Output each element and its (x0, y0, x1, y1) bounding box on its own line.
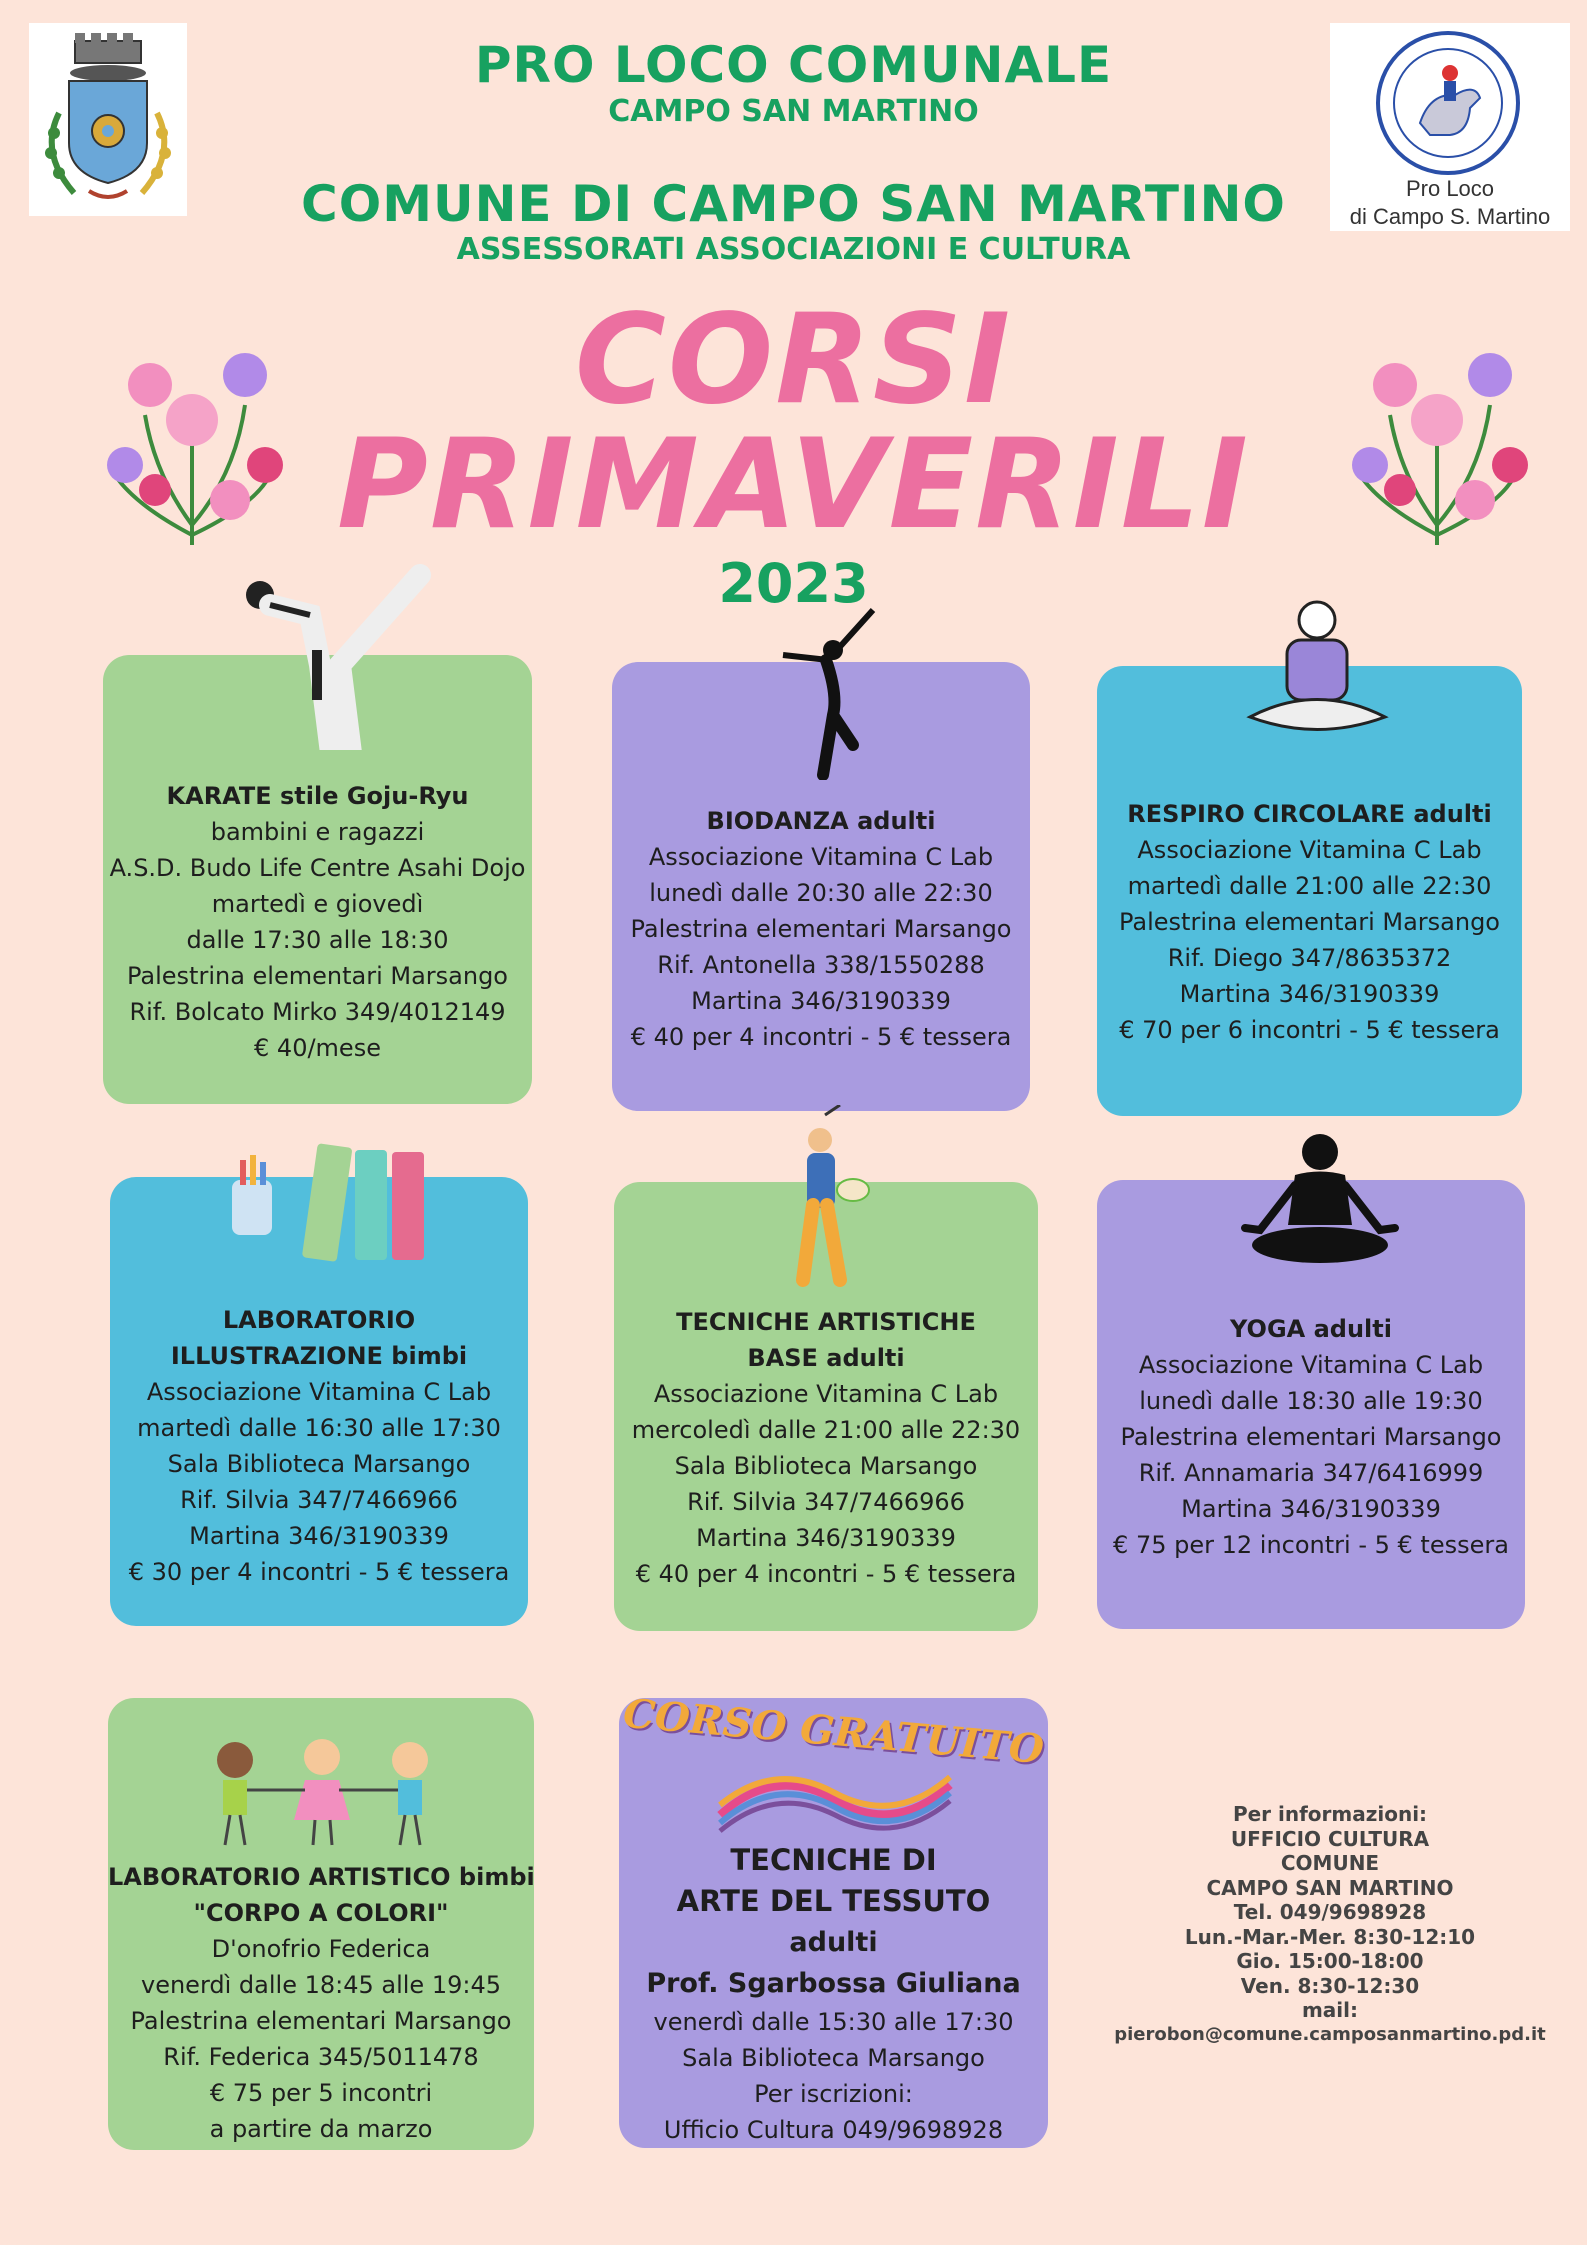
flowers-right-illustration (1340, 325, 1535, 550)
course-biodanza-line1: Associazione Vitamina C Lab (648, 843, 994, 871)
course-biodanza-title: BIODANZA adulti (706, 807, 936, 835)
children-holding-hands-illustration (195, 1735, 450, 1850)
course-illustrazione-line5: Martina 346/3190339 (189, 1522, 449, 1550)
pro-loco-logo (1330, 23, 1570, 231)
title-line2: PRIMAVERILI (337, 413, 1250, 557)
course-biodanza-line2: lunedì dalle 20:30 alle 22:30 (649, 879, 993, 907)
course-karate-line3: martedì e giovedì (211, 890, 424, 918)
course-karate-line1: bambini e ragazzi (210, 818, 425, 846)
pro-loco-ring-text (1330, 23, 1356, 24)
course-tessuto-line1: venerdì dalle 15:30 alle 17:30 (653, 2008, 1014, 2036)
org1-subtitle: CAMPO SAN MARTINO (608, 94, 979, 129)
course-karate-line4: dalle 17:30 alle 18:30 (186, 926, 449, 954)
flowers-left-illustration (95, 325, 290, 550)
info-hours-mon-wed: Lun.-Mar.-Mer. 8:30-12:10 (1184, 1924, 1476, 1949)
municipal-crest-logo (29, 23, 187, 216)
info-line2: UFFICIO CULTURA (1230, 1826, 1430, 1851)
info-hours-thu: Gio. 15:00-18:00 (1236, 1949, 1424, 1973)
course-tessuto-title3: adulti (789, 1927, 878, 1958)
course-tessuto-line4: Ufficio Cultura 049/9698928 (663, 2116, 1004, 2144)
course-illustrazione-title2: ILLUSTRAZIONE bimbi (170, 1342, 468, 1370)
course-respiro-line1: Associazione Vitamina C Lab (1137, 836, 1482, 864)
course-yoga-line2: lunedì dalle 18:30 alle 19:30 (1139, 1387, 1483, 1415)
course-illustrazione-line2: martedì dalle 16:30 alle 17:30 (137, 1414, 501, 1442)
course-karate-line6: Rif. Bolcato Mirko 349/4012149 (129, 998, 506, 1026)
fabric-rainbow-illustration (715, 1765, 955, 1835)
course-tessuto-line2: Sala Biblioteca Marsango (682, 2044, 985, 2072)
course-corpo-line1: D'onofrio Federica (211, 1935, 431, 1963)
course-illustrazione-title: LABORATORIO (222, 1306, 416, 1334)
course-illustrazione-line4: Rif. Silvia 347/7466966 (180, 1486, 458, 1514)
course-corpo-line4: Rif. Federica 345/5011478 (163, 2043, 479, 2071)
course-corpo-title2: "CORPO A COLORI" (193, 1899, 449, 1927)
meditating-person-illustration (1245, 592, 1390, 752)
org1-title: PRO LOCO COMUNALE (474, 36, 1113, 94)
course-karate-line2: A.S.D. Budo Life Centre Asahi Dojo (109, 854, 526, 882)
course-tessuto-line3: Per iscrizioni: (754, 2080, 913, 2108)
title-line1: CORSI (574, 288, 1013, 432)
course-biodanza-line6: € 40 per 4 incontri - 5 € tessera (630, 1023, 1012, 1051)
course-tecniche-line6: € 40 per 4 incontri - 5 € tessera (635, 1560, 1017, 1588)
course-tecniche-title: TECNICHE ARTISTICHE (676, 1308, 976, 1336)
contact-info-block (1110, 1802, 1550, 2047)
course-yoga-line3: Palestrina elementari Marsango (1120, 1423, 1502, 1451)
course-tecniche-line4: Rif. Silvia 347/7466966 (687, 1488, 965, 1516)
info-phone: Tel. 049/9698928 (1233, 1900, 1427, 1924)
free-course-badge: CORSO GRATUITO (621, 1689, 1046, 1774)
course-illustrazione-line1: Associazione Vitamina C Lab (146, 1378, 492, 1406)
info-line3: COMUNE (1280, 1851, 1380, 1875)
org2-title: COMUNE DI CAMPO SAN MARTINO (301, 175, 1286, 233)
course-karate-title: KARATE stile Goju-Ryu (166, 782, 469, 810)
course-karate-line5: Palestrina elementari Marsango (127, 962, 508, 990)
course-yoga-title: YOGA adulti (1230, 1315, 1392, 1343)
course-illustrazione-line6: € 30 per 4 incontri - 5 € tessera (128, 1558, 510, 1586)
course-karate-line7: € 40/mese (254, 1034, 381, 1062)
info-line1: Per informazioni: (1232, 1802, 1428, 1826)
org2-subtitle: ASSESSORATI ASSOCIAZIONI E CULTURA (456, 232, 1131, 267)
course-biodanza-line3: Palestrina elementari Marsango (630, 915, 1012, 943)
course-tessuto-title: TECNICHE DI (730, 1843, 937, 1877)
dancer-silhouette-illustration (778, 605, 888, 780)
course-illustrazione-line3: Sala Biblioteca Marsango (167, 1450, 471, 1478)
info-mail-label: mail: (1301, 1998, 1359, 2022)
course-respiro-line3: Palestrina elementari Marsango (1119, 908, 1500, 936)
course-tecniche-line2: mercoledì dalle 21:00 alle 22:30 (631, 1416, 1021, 1444)
painter-illustration (785, 1105, 875, 1290)
course-corpo-line6: a partire da marzo (209, 2115, 433, 2143)
course-tessuto-teacher: Prof. Sgarbossa Giuliana (646, 1968, 1021, 1999)
info-hours-fri: Ven. 8:30-12:30 (1240, 1973, 1420, 1998)
course-yoga-line4: Rif. Annamaria 347/6416999 (1138, 1459, 1484, 1487)
course-corpo-line3: Palestrina elementari Marsango (130, 2007, 512, 2035)
course-tessuto-title2: ARTE DEL TESSUTO (676, 1884, 991, 1918)
course-corpo-title: LABORATORIO ARTISTICO bimbi (108, 1863, 535, 1891)
course-tecniche-line5: Martina 346/3190339 (696, 1524, 956, 1552)
course-corpo-line2: venerdì dalle 18:45 alle 19:45 (141, 1971, 501, 1999)
course-respiro-line4: Rif. Diego 347/8635372 (1167, 944, 1452, 972)
course-yoga-line5: Martina 346/3190339 (1181, 1495, 1441, 1523)
info-email: pierobon@comune.camposanmartino.pd.it (1114, 2023, 1546, 2045)
course-respiro-line2: martedì dalle 21:00 alle 22:30 (1127, 872, 1492, 900)
course-tecniche-title2: BASE adulti (747, 1344, 905, 1372)
course-biodanza-line4: Rif. Antonella 338/1550288 (657, 951, 985, 979)
course-respiro-line5: Martina 346/3190339 (1179, 980, 1440, 1008)
course-tecniche-line1: Associazione Vitamina C Lab (653, 1380, 999, 1408)
course-respiro-title: RESPIRO CIRCOLARE adulti (1127, 800, 1492, 828)
yoga-silhouette-illustration (1240, 1130, 1400, 1270)
pro-loco-caption-line1: Pro Loco (1405, 176, 1495, 201)
course-yoga-line1: Associazione Vitamina C Lab (1138, 1351, 1484, 1379)
course-respiro-line6: € 70 per 6 incontri - 5 € tessera (1119, 1016, 1500, 1044)
course-yoga-line6: € 75 per 12 incontri - 5 € tessera (1113, 1531, 1509, 1559)
course-corpo-line5: € 75 per 5 incontri (209, 2079, 433, 2107)
pro-loco-caption-line2: di Campo S. Martino (1349, 204, 1551, 229)
course-tecniche-line3: Sala Biblioteca Marsango (674, 1452, 978, 1480)
course-biodanza-line5: Martina 346/3190339 (691, 987, 951, 1015)
year: 2023 (718, 552, 869, 615)
books-pencils-illustration (230, 1140, 430, 1265)
karate-figure-illustration (240, 555, 435, 750)
info-line4: CAMPO SAN MARTINO (1206, 1875, 1454, 1900)
